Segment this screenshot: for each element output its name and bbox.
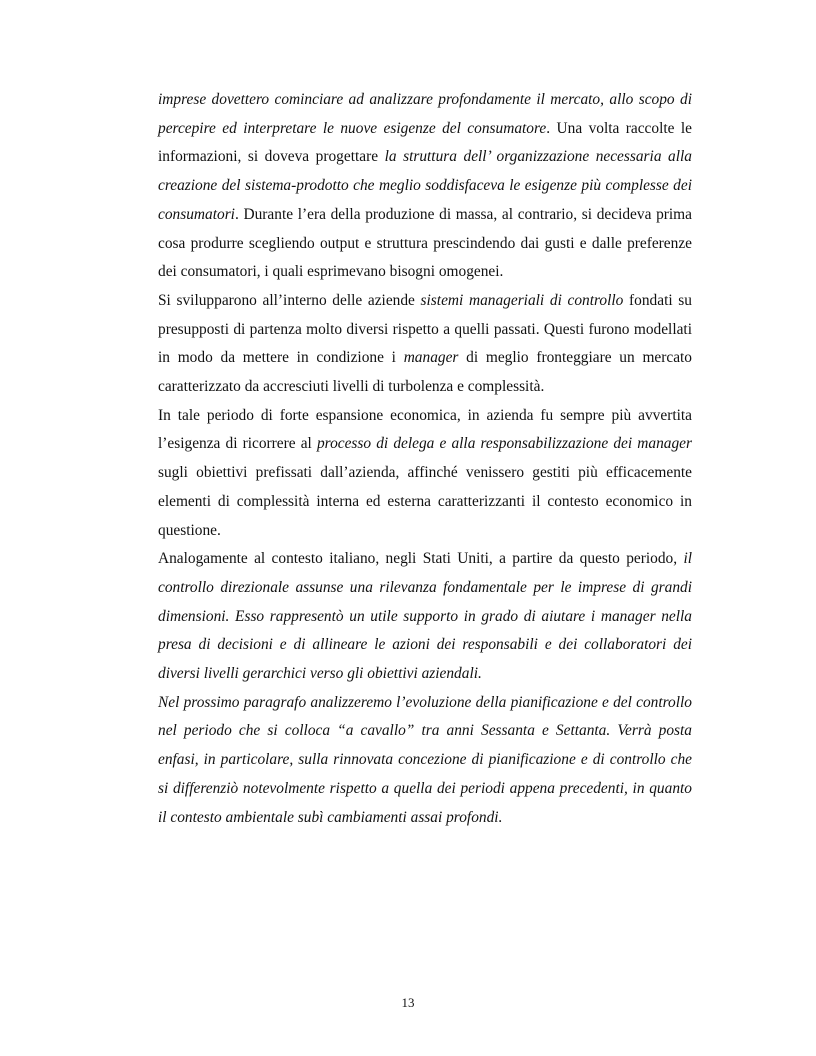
paragraph-5 [158, 689, 692, 833]
text-segment: In tale periodo di forte espansione economica, in azienda fu sempre più avvertita l’esigenza di ricorrere al [158, 406, 692, 453]
paragraph-3 [158, 402, 692, 546]
text-segment: la struttura dell’ organizzazione necessaria alla creazione del sistema-prodotto che meglio soddisfaceva le esigenze più complesse dei consumatori [158, 148, 692, 223]
paragraph-4 [158, 545, 692, 689]
text-segment: sugli obiettivi prefissati dall’azienda, affinché venissero gestiti più efficacemente elementi di complessità interna ed esterna caratterizzanti il contesto economico in questione. [158, 464, 692, 539]
text-segment: il controllo direzionale assunse una rilevanza fondamentale per le imprese di grandi dimensioni. Esso rappresentò un utile supporto in grado di aiutare i manager nella presa di decisioni e di allineare le azioni dei responsabili e dei collaboratori dei diversi livelli gerarchici verso gli obiettivi aziendali. [158, 550, 692, 683]
paragraph-2 [158, 287, 692, 402]
text-segment: imprese dovettero cominciare ad analizzare profondamente il mercato, allo scopo di percepire ed interpretare le nuove esigenze del consumatore [158, 91, 692, 137]
text-segment: . Una volta raccolte le informazioni, si doveva progettare [158, 119, 692, 166]
text-segment: Nel prossimo paragrafo analizzeremo l’evoluzione della pianificazione e del controllo nel periodo che si colloca “a cavallo” tra anni Sessanta e Settanta. Verrà posta enfasi, in particolare, sulla rinnovata concezione di pianificazione e di controllo che si differenziò notevolmente rispetto a quella dei periodi appena precedenti, in quanto il contesto ambientale subì cambiamenti assai profondi. [158, 693, 692, 826]
text-segment: . Durante l’era della produzione di massa, al contrario, si decideva prima cosa produrre scegliendo output e struttura prescindendo dai gusti e dalle preferenze dei consumatori, i quali esprimevano bisogni omogenei. [158, 205, 692, 281]
page-number: 13 [401, 995, 415, 1010]
text-segment: di meglio fronteggiare un mercato caratterizzato da accresciuti livelli di turbolenza e complessità. [158, 349, 693, 396]
text-segment: sistemi manageriali di controllo [420, 291, 624, 309]
paragraph-1 [158, 86, 692, 287]
text-segment: processo di delega e alla responsabilizzazione dei manager [316, 435, 692, 453]
text-segment: Si svilupparono all’interno delle aziende [158, 291, 421, 309]
body-text [158, 86, 692, 832]
text-segment: fondati su presupposti di partenza molto diversi rispetto a quelli passati. Questi furono modellati in modo da mettere in condizione i [158, 291, 692, 367]
text-segment: manager [403, 349, 459, 367]
text-segment: Analogamente al contesto italiano, negli Stati Uniti, a partire da questo periodo, [158, 550, 684, 568]
